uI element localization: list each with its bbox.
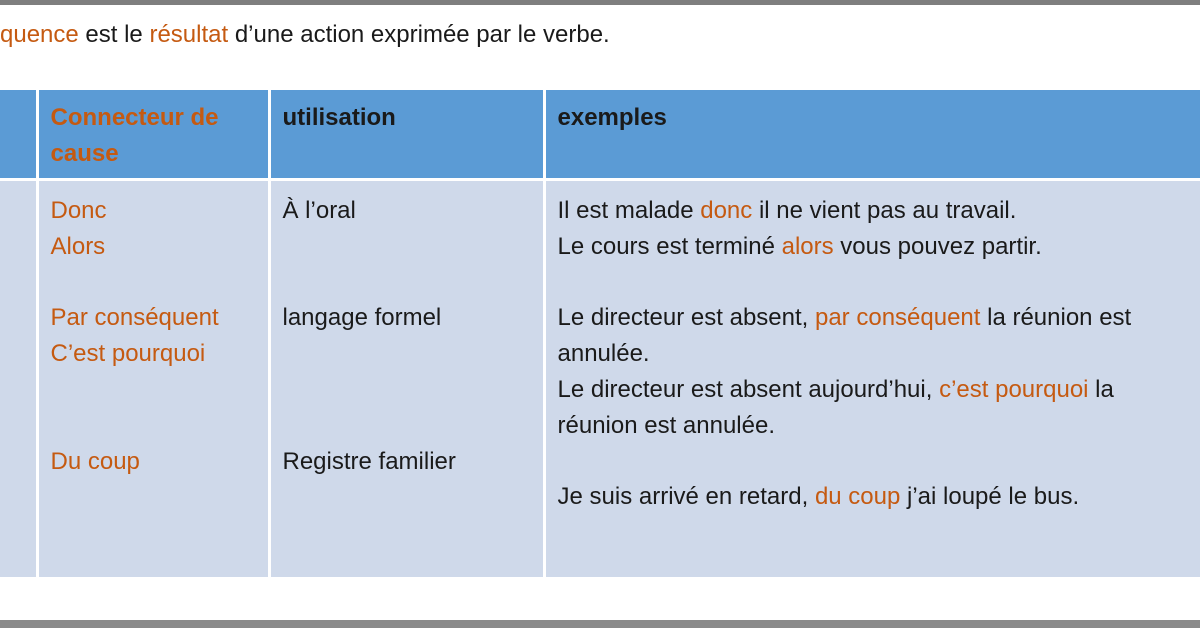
usage-cell	[269, 180, 544, 578]
intro-text-1: est le	[78, 21, 150, 48]
connectors-table	[0, 90, 1200, 577]
connector-group-1	[51, 193, 258, 265]
connectors-table-wrapper	[0, 90, 1200, 577]
usage-oral: À l’oral	[282, 197, 356, 224]
example-line: Le cours est terminé alors vous pouvez partir.	[557, 233, 1042, 260]
connector-group-3	[51, 444, 258, 480]
usage-2	[283, 300, 533, 336]
connectors-cell	[37, 180, 269, 578]
example-line: Il est malade donc il ne vient pas au travail.	[557, 197, 1017, 224]
connector-donc: Donc	[50, 197, 107, 224]
example-connector: par conséquent	[814, 304, 981, 331]
example-line: réunion est annulée.	[557, 412, 775, 439]
examples-group-2	[558, 300, 1197, 444]
examples-cell	[544, 180, 1200, 578]
example-line: Je suis arrivé en retard, du coup j’ai loupé le bus.	[557, 483, 1080, 510]
connector-du-coup: Du coup	[50, 448, 140, 475]
bottom-border	[0, 620, 1200, 628]
example-connector: alors	[781, 233, 834, 260]
example-connector: donc	[700, 197, 753, 224]
intro-keyword-consequence: quence	[0, 21, 79, 48]
header-examples: exemples	[544, 90, 1200, 180]
example-line: annulée.	[557, 340, 650, 367]
header-usage: utilisation	[269, 90, 544, 180]
table-header-row	[0, 90, 1200, 180]
example-connector: c’est pourquoi	[939, 376, 1089, 403]
example-line: Le directeur est absent, par conséquent la réunion est	[557, 304, 1132, 331]
intro-text-2: d’une action exprimée par le verbe.	[228, 21, 610, 48]
example-connector: du coup	[814, 483, 901, 510]
examples-group-1	[558, 193, 1197, 265]
usage-familiar: Registre familier	[282, 448, 456, 475]
example-line: Le directeur est absent aujourd’hui, c’est pourquoi la	[557, 376, 1114, 403]
usage-1	[283, 193, 533, 229]
intro-keyword-result: résultat	[149, 21, 229, 48]
table-body-row	[0, 180, 1200, 578]
usage-formal: langage formel	[282, 304, 442, 331]
top-border	[0, 0, 1200, 5]
examples-group-3	[558, 479, 1197, 515]
header-blank-cell	[0, 90, 37, 180]
usage-3	[283, 444, 533, 480]
intro-sentence	[0, 18, 610, 52]
header-connector: Connecteur de cause	[37, 90, 269, 180]
connector-par-consequent: Par conséquent	[50, 304, 219, 331]
connector-alors: Alors	[50, 233, 106, 260]
connector-group-2	[51, 300, 258, 372]
connector-cest-pourquoi: C’est pourquoi	[50, 340, 206, 367]
body-blank-cell	[0, 180, 37, 578]
